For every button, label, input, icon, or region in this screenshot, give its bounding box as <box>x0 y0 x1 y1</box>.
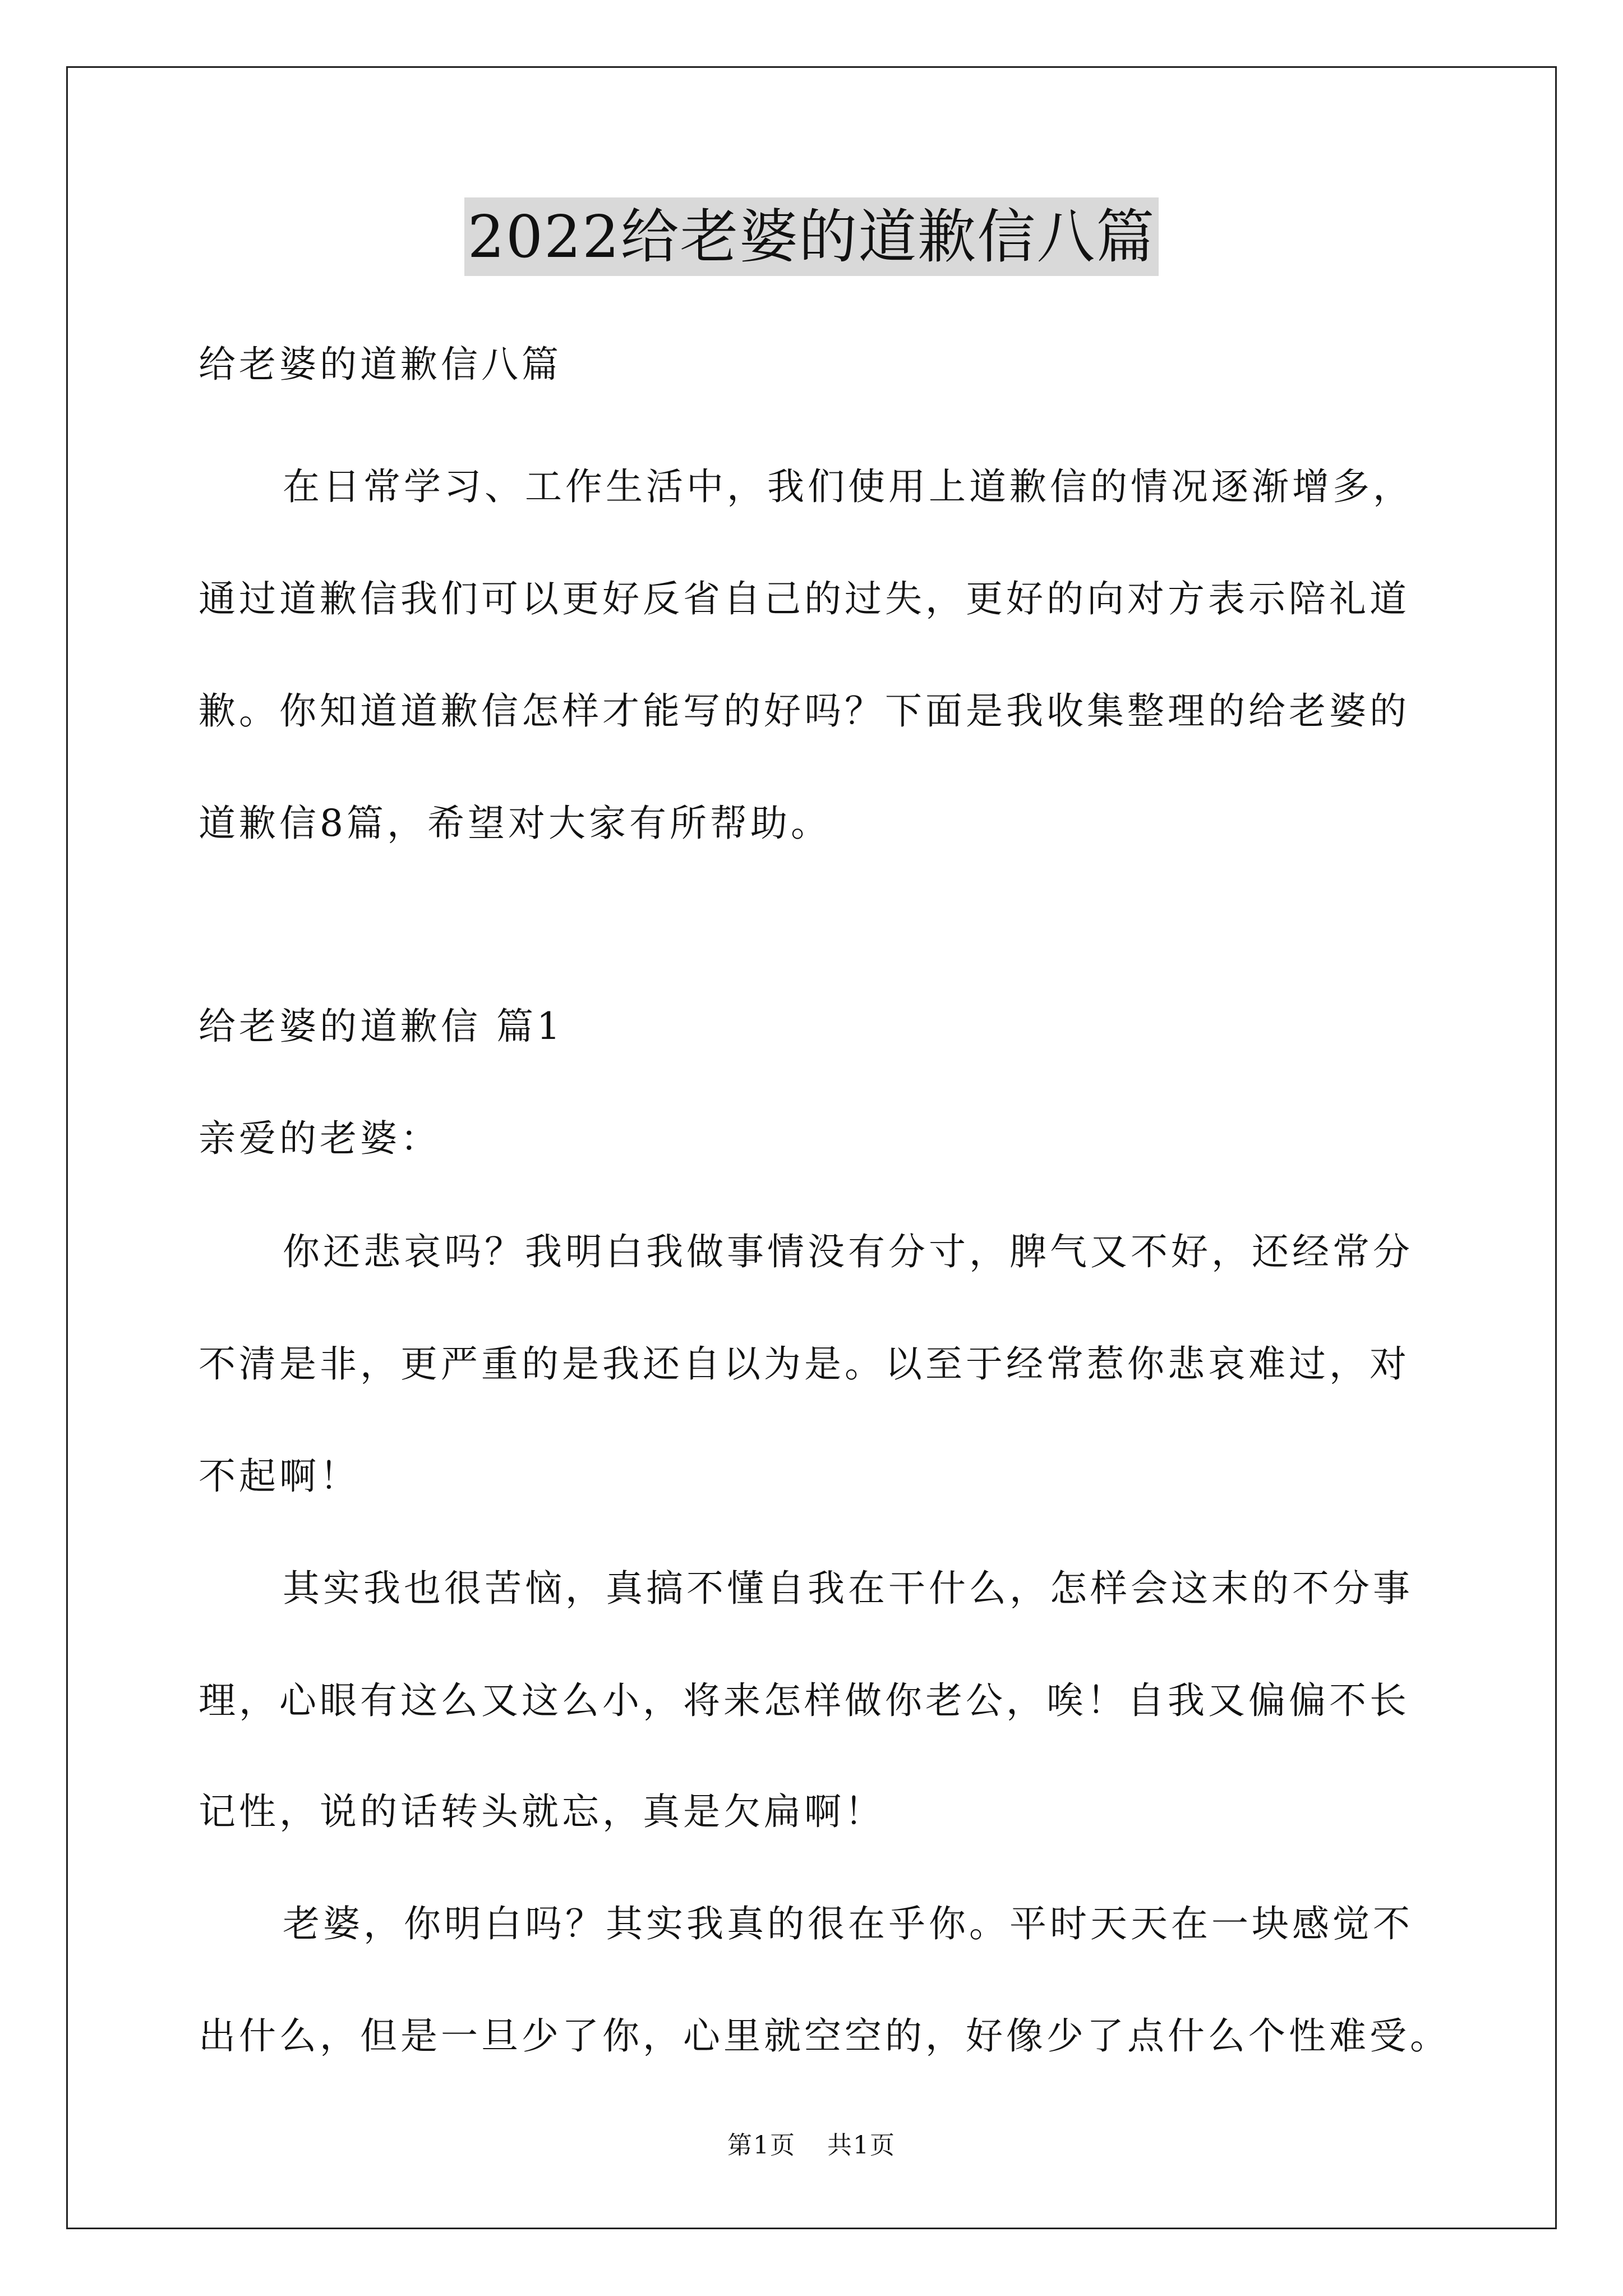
page-count: 共1页 <box>827 2131 896 2160</box>
paragraph-line: 出什么，但是一旦少了你，心里就空空的，好像少了点什么个性难受。 <box>199 2014 1450 2058</box>
paragraph-line: 老婆，你明白吗？其实我真的很在乎你。平时天天在一块感觉不 <box>283 1902 1413 1945</box>
title-container <box>0 197 1623 276</box>
page-footer <box>0 2125 1623 2161</box>
paragraph-line: 道歉信8篇，希望对大家有所帮助。 <box>199 802 831 845</box>
paragraph-line: 通过道歉信我们可以更好反省自己的过失，更好的向对方表示陪礼道 <box>199 577 1410 620</box>
intro-heading: 给老婆的道歉信八篇 <box>199 343 562 386</box>
section-heading: 给老婆的道歉信 篇1 <box>199 1005 564 1048</box>
paragraph-line: 记性，说的话转头就忘，真是欠扁啊！ <box>199 1790 885 1833</box>
paragraph-line: 不起啊！ <box>199 1455 360 1498</box>
paragraph-line: 理，心眼有这么又这么小，将来怎样做你老公，唉！自我又偏偏不长 <box>199 1679 1410 1722</box>
paragraph-line: 其实我也很苦恼，真搞不懂自我在干什么，怎样会这末的不分事 <box>283 1567 1413 1610</box>
paragraph-line: 你还悲哀吗？我明白我做事情没有分寸，脾气又不好，还经常分 <box>283 1230 1413 1273</box>
salutation: 亲爱的老婆： <box>199 1117 441 1160</box>
page-number: 第1页 <box>727 2131 796 2160</box>
paragraph-line: 歉。你知道道歉信怎样才能写的好吗？下面是我收集整理的给老婆的 <box>199 689 1410 733</box>
document-title: 2022给老婆的道歉信八篇 <box>464 197 1159 276</box>
paragraph-line: 不清是非，更严重的是我还自以为是。以至于经常惹你悲哀难过，对 <box>199 1342 1410 1386</box>
paragraph-line: 在日常学习、工作生活中，我们使用上道歉信的情况逐渐增多， <box>283 465 1413 508</box>
